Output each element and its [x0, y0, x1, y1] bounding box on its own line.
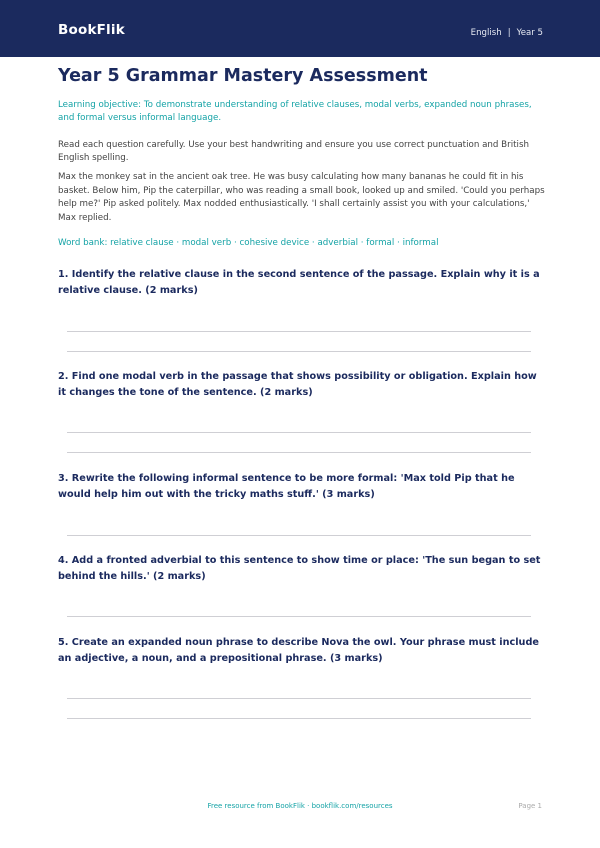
question-4: 4. Add a fronted adverbial to this sentence to show time or place: 'The sun began to set behind the hills.' (2 marks) [58, 555, 541, 582]
header-bar [0, 0, 600, 57]
answer-line[interactable] [67, 718, 531, 719]
meta-separator: | [507, 28, 511, 38]
subject-label: English [470, 28, 502, 38]
answer-line[interactable] [67, 535, 531, 536]
question-2: 2. Find one modal verb in the passage that shows possibility or obligation. Explain how it changes the tone of the sentence. (2 marks) [58, 371, 537, 398]
answer-line[interactable] [67, 351, 531, 352]
year-label: Year 5 [516, 28, 543, 38]
subject-year-info [471, 28, 543, 38]
question-3: 3. Rewrite the following informal sentence to be more formal: 'Max told Pip that he would help him out with the tricky maths stuff.' (3 marks) [58, 473, 515, 500]
instructions-text: Read each question carefully. Use your best handwriting and ensure you use correct punctuation and British English spelling. [58, 140, 529, 163]
question-5: 5. Create an expanded noun phrase to describe Nova the owl. Your phrase must include an adjective, a noun, and a prepositional phrase. (3 marks) [58, 637, 539, 664]
footer-credit[interactable]: Free resource from BookFlik · bookflik.com/resources [207, 802, 393, 810]
question-1: 1. Identify the relative clause in the second sentence of the passage. Explain why it is a relative clause. (2 marks) [58, 269, 540, 296]
page-title: Year 5 Grammar Mastery Assessment [58, 66, 428, 86]
answer-line[interactable] [67, 698, 531, 699]
word-bank: Word bank: relative clause · modal verb · cohesive device · adverbial · formal · informal [58, 238, 439, 248]
reading-passage: Max the monkey sat in the ancient oak tree. He was busy calculating how many bananas he could fit in his basket. Below him, Pip the caterpillar, who was reading a small book, looked up and smiled. 'Could you perhaps help me?' Pip asked politely. Max nodded enthusiastically. 'I shall certainly assist you with your calculations,' Max replied. [58, 172, 545, 223]
page-number: Page 1 [518, 802, 542, 810]
answer-line[interactable] [67, 331, 531, 332]
answer-line[interactable] [67, 452, 531, 453]
answer-line[interactable] [67, 616, 531, 617]
learning-objective: Learning objective: To demonstrate understanding of relative clauses, modal verbs, expanded noun phrases, and formal versus informal language. [58, 100, 532, 123]
answer-line[interactable] [67, 432, 531, 433]
brand-logo[interactable]: BookFlik [58, 22, 125, 38]
